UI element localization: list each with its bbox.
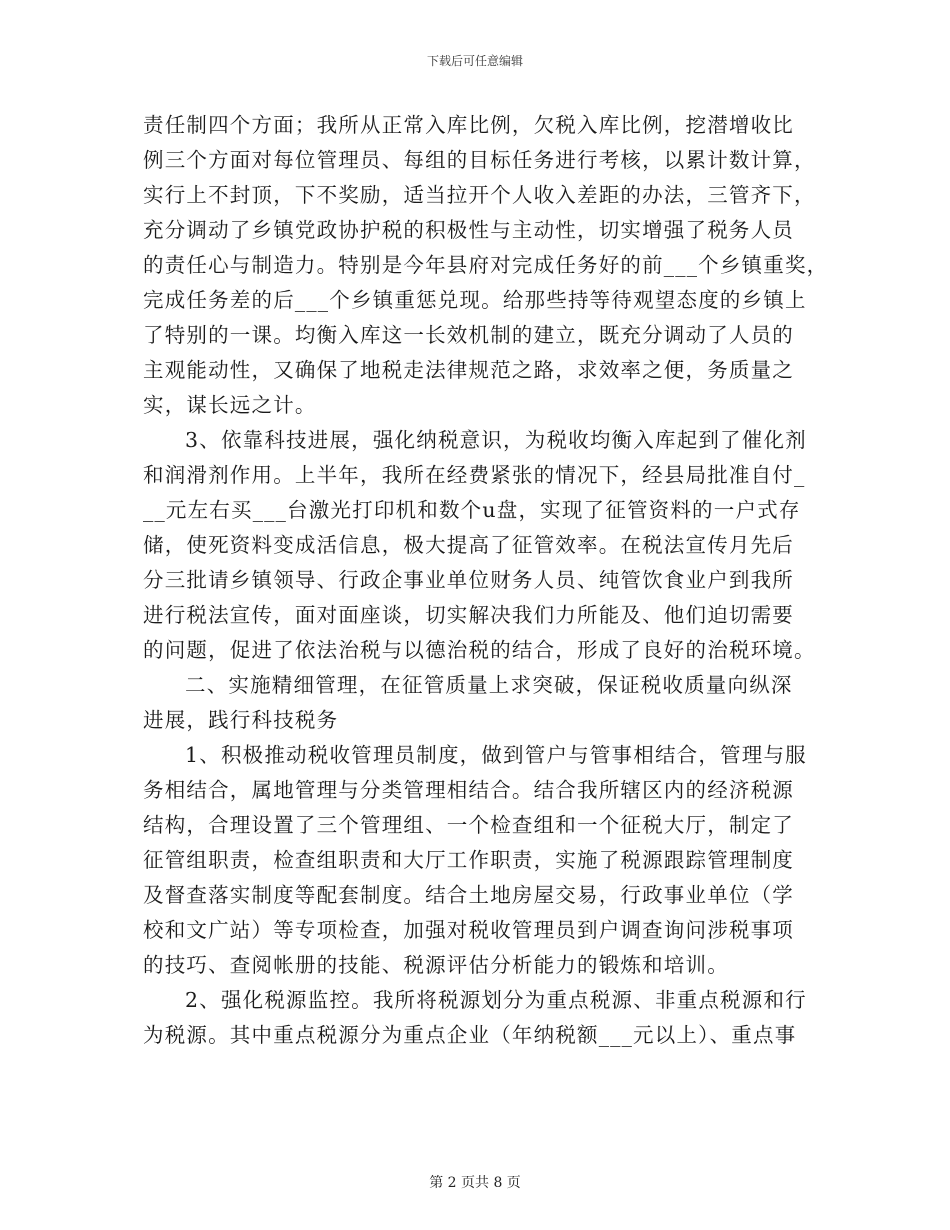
text-line: 实行上不封顶，下不奖励，适当拉开个人收入差距的办法，三管齐下， bbox=[143, 183, 816, 207]
page-footer: 第 2 页共 8 页 bbox=[429, 1175, 521, 1191]
text-line: 为税源。其中重点税源分为重点企业（年纳税额___元以上）、重点事 bbox=[143, 1023, 797, 1047]
text-line: 了特别的一课。均衡入库这一长效机制的建立，既充分调动了人员的 bbox=[143, 323, 794, 347]
text-line: 主观能动性，又确保了地税走法律规范之路，求效率之便，务质量之 bbox=[143, 358, 794, 382]
text-line: 的技巧、查阅帐册的技能、税源评估分析能力的锻炼和培训。 bbox=[143, 953, 729, 977]
text-line: 的问题，促进了依法治税与以德治税的结合，形成了良好的治税环境。 bbox=[143, 638, 816, 662]
paragraph-first-line: 2、强化税源监控。我所将税源划分为重点税源、非重点税源和行 bbox=[185, 988, 807, 1012]
text-line: 责任制四个方面；我所从正常入库比例，欠税入库比例，挖潜增收比 bbox=[143, 113, 794, 137]
body-text bbox=[143, 108, 829, 1053]
paragraph-first-line: 3、依靠科技进展，强化纳税意识，为税收均衡入库起到了催化剂 bbox=[185, 428, 807, 452]
paragraph-first-line: 1、积极推动税收管理员制度，做到管户与管事相结合，管理与服 bbox=[185, 743, 807, 767]
text-line: 结构，合理设置了三个管理组、一个检查组和一个征税大厅，制定了 bbox=[143, 813, 794, 837]
section-heading-continued: 进展，践行科技税务 bbox=[143, 708, 339, 732]
text-line: __元左右买___台激光打印机和数个u盘，实现了征管资料的一户式存 bbox=[143, 498, 801, 522]
text-line: 和润滑剂作用。上半年，我所在经费紧张的情况下，经县局批准自付_ bbox=[143, 463, 806, 487]
text-line: 储，使死资料变成活信息，极大提高了征管效率。在税法宣传月先后 bbox=[143, 533, 794, 557]
text-line: 完成任务差的后___个乡镇重惩兑现。给那些持等待观望态度的乡镇上 bbox=[143, 288, 807, 312]
text-line: 例三个方面对每位管理员、每组的目标任务进行考核，以累计数计算， bbox=[143, 148, 816, 172]
text-line: 分三批请乡镇领导、行政企事业单位财务人员、纯管饮食业户到我所 bbox=[143, 568, 794, 592]
text-line: 进行税法宣传，面对面座谈，切实解决我们力所能及、他们迫切需要 bbox=[143, 603, 794, 627]
text-line: 充分调动了乡镇党政协护税的积极性与主动性，切实增强了税务人员 bbox=[143, 218, 794, 242]
text-line: 及督查落实制度等配套制度。结合土地房屋交易，行政事业单位（学 bbox=[143, 883, 794, 907]
text-line: 校和文广站）等专项检查，加强对税收管理员到户调查询问涉税事项 bbox=[143, 918, 794, 942]
text-line: 务相结合，属地管理与分类管理相结合。结合我所辖区内的经济税源 bbox=[143, 778, 794, 802]
section-heading: 二、实施精细管理，在征管质量上求突破，保证税收质量向纵深 bbox=[185, 673, 793, 697]
text-line: 征管组职责，检查组职责和大厅工作职责，实施了税源跟踪管理制度 bbox=[143, 848, 794, 872]
text-line: 实，谋长远之计。 bbox=[143, 393, 317, 417]
text-line: 的责任心与制造力。特别是今年县府对完成任务好的前___个乡镇重奖， bbox=[143, 253, 829, 277]
page-header: 下载后可任意编辑 bbox=[426, 54, 523, 68]
